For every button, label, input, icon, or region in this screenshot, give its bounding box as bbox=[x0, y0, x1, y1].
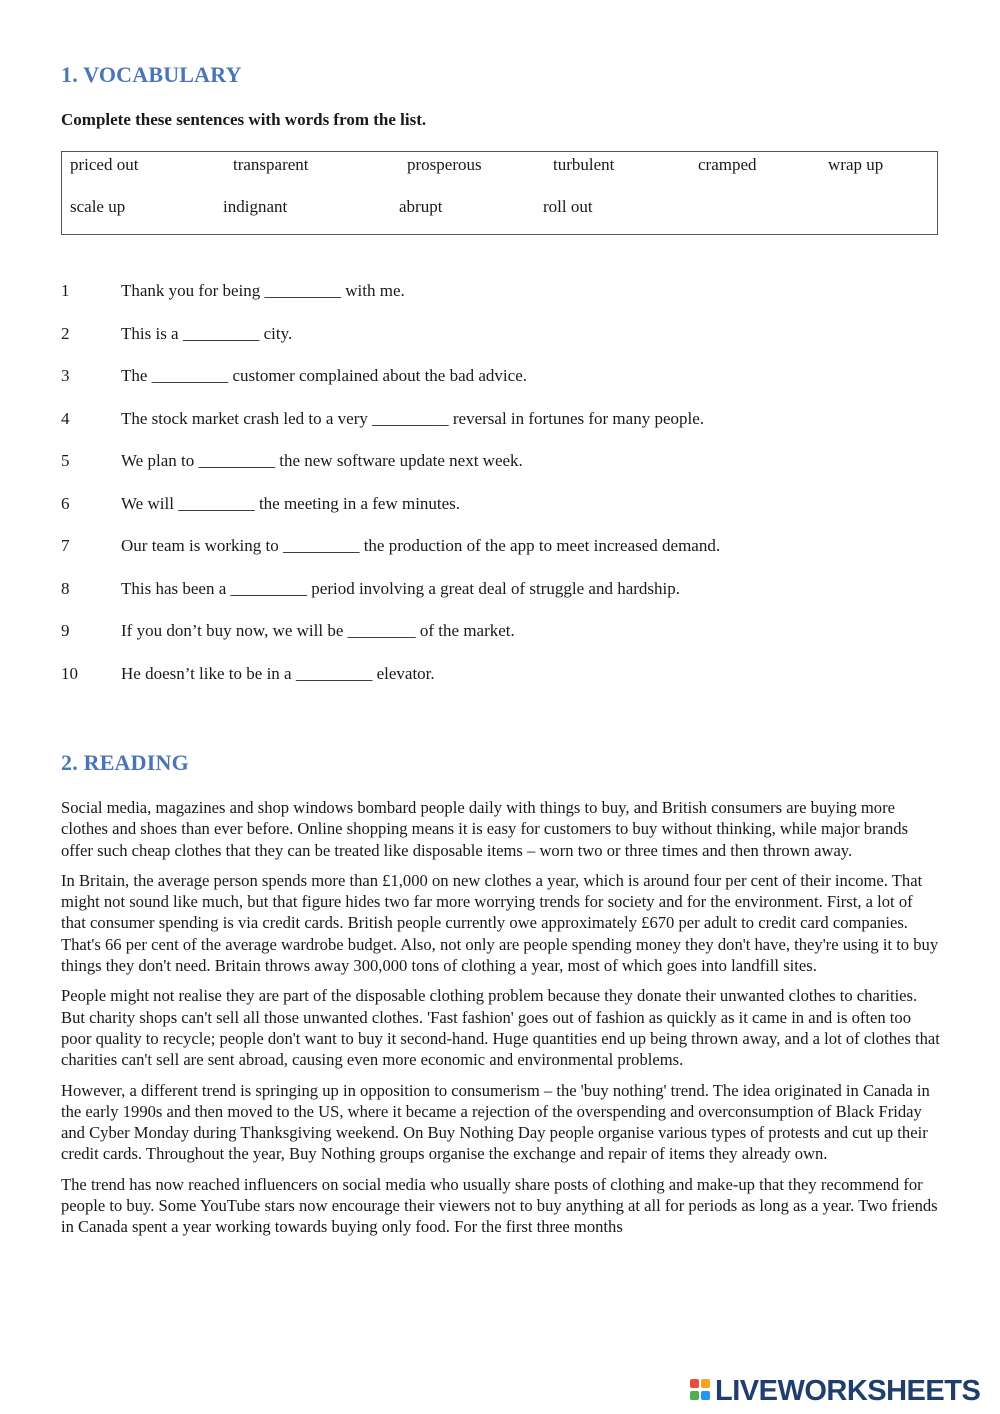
answer-blank[interactable]: _________ bbox=[182, 323, 260, 343]
sentence-before: We will bbox=[121, 493, 179, 513]
reading-title: 2. READING bbox=[61, 750, 189, 775]
reading-paragraph: Social media, magazines and shop windows bombard people daily with things to buy, and British consumers are buying more clothes and shoes than ever before. Online shopping means it is easy for customers to buy without thinking, while major brands offer such cheap clothes that they can be treated like disposable items – worn two or three times and then thrown away. bbox=[61, 798, 909, 860]
answer-blank[interactable]: ________ bbox=[347, 621, 416, 640]
sentence-text bbox=[121, 664, 435, 684]
word-item: transparent bbox=[233, 155, 309, 174]
answer-blank[interactable]: _________ bbox=[372, 408, 449, 428]
sentence-text bbox=[121, 409, 704, 429]
sentence-text bbox=[121, 536, 720, 556]
sentence-number: 2 bbox=[61, 323, 70, 343]
sentence-number: 10 bbox=[61, 663, 78, 683]
liveworksheets-logo bbox=[690, 1374, 980, 1408]
sentence-text bbox=[121, 281, 405, 301]
sentence-text bbox=[121, 324, 292, 344]
sentence-number: 8 bbox=[61, 578, 70, 598]
word-item: priced out bbox=[70, 155, 139, 174]
word-list-box bbox=[61, 151, 938, 235]
sentence-number: 5 bbox=[61, 451, 70, 470]
sentence-after: city. bbox=[259, 323, 293, 343]
sentence-before: Thank you for being bbox=[121, 281, 265, 300]
sentence-before: If you don’t buy now, we will be bbox=[121, 621, 348, 640]
sentence-after: reversal in fortunes for many people. bbox=[448, 408, 705, 428]
sentence-number: 1 bbox=[61, 281, 70, 300]
sentence-after: customer complained about the bad advice. bbox=[228, 366, 527, 385]
word-item: turbulent bbox=[553, 155, 615, 174]
answer-blank[interactable]: _________ bbox=[230, 578, 308, 598]
sentence-text bbox=[121, 494, 460, 514]
sentence-before: Our team is working to bbox=[121, 536, 283, 555]
logo-text: LIVEWORKSHEETS bbox=[715, 1374, 981, 1407]
sentence-before: We plan to bbox=[121, 451, 199, 470]
sentence-before: He doesn’t like to be in a bbox=[121, 663, 296, 683]
answer-blank[interactable]: _________ bbox=[178, 493, 255, 513]
sentence-after: the meeting in a few minutes. bbox=[254, 493, 461, 513]
answer-blank[interactable]: _________ bbox=[151, 366, 229, 385]
word-item: cramped bbox=[698, 155, 757, 174]
sentence-number: 6 bbox=[61, 493, 70, 513]
sentence-number: 3 bbox=[61, 366, 70, 385]
reading-paragraph: However, a different trend is springing up in opposition to consumerism – the 'buy nothing' trend. The idea originated in Canada in the early 1990s and then moved to the US, where it became a rejection of the overspending and overconsumption of Black Friday and Cyber Monday during Thanksgiving weekend. On Buy Nothing Day people organise various types of protests and cut up their credit cards. Throughout the year, Buy Nothing groups organise the exchange and repair of items they already own. bbox=[61, 1080, 930, 1164]
sentence-number: 4 bbox=[61, 408, 70, 428]
vocabulary-instruction: Complete these sentences with words from the list. bbox=[61, 110, 427, 129]
sentence-text bbox=[121, 366, 527, 386]
sentence-after: period involving a great deal of struggle and hardship. bbox=[307, 578, 680, 598]
answer-blank[interactable]: _________ bbox=[295, 663, 373, 683]
sentence-after: of the market. bbox=[415, 621, 515, 640]
sentence-before: The stock market crash led to a very bbox=[121, 408, 373, 428]
sentence-text bbox=[121, 621, 515, 641]
sentence-after: with me. bbox=[341, 281, 405, 300]
answer-blank[interactable]: _________ bbox=[282, 536, 360, 555]
reading-text bbox=[61, 797, 941, 1247]
answer-blank[interactable]: _________ bbox=[198, 451, 275, 470]
sentence-text bbox=[121, 579, 680, 599]
reading-paragraph: People might not realise they are part of the disposable clothing problem because they donate their unwanted clothes to charities. But charity shops can't sell all those unwanted clothes. 'Fast fashion' goes out of fashion as quickly as it came in and is often too poor quality to recycle; people don't want to buy it second-hand. Huge quantities end up being thrown away, and a lot of clothes that charities can't sell are sent abroad, causing even more economic and environmental problems. bbox=[61, 986, 940, 1070]
reading-paragraph: In Britain, the average person spends more than £1,000 on new clothes a year, which is around four per cent of their income. That might not sound like much, but that figure hides two far more worrying trends for society and for the environment. First, a lot of that consumer spending is via credit cards. British people currently owe approximately £670 per adult to credit card companies. That's 66 per cent of the average wardrobe budget. Also, not only are people spending money they don't have, they're using it to buy things they don't need. Britain throws away 300,000 tons of clothing a year, most of which goes into landfill sites. bbox=[61, 870, 939, 976]
word-item: prosperous bbox=[407, 155, 482, 174]
word-item: wrap up bbox=[828, 155, 884, 174]
sentence-before: This has been a bbox=[121, 578, 231, 598]
reading-paragraph: The trend has now reached influencers on social media who usually share posts of clothing and make-up that they recommend for people to buy. Some YouTube stars now encourage their viewers not to buy anything at all for periods as long as a year. Two friends in Canada spent a year working towards buying only food. For the first three months bbox=[61, 1174, 938, 1237]
answer-blank[interactable]: _________ bbox=[264, 281, 342, 300]
sentence-after: the new software update next week. bbox=[274, 451, 523, 470]
sentence-after: elevator. bbox=[372, 663, 435, 683]
sentence-text bbox=[121, 451, 523, 471]
word-item: abrupt bbox=[399, 197, 443, 216]
word-item: roll out bbox=[543, 197, 593, 216]
sentence-before: The bbox=[121, 366, 152, 385]
sentence-after: the production of the app to meet increased demand. bbox=[359, 536, 721, 555]
sentence-before: This is a bbox=[121, 323, 183, 343]
vocabulary-title: 1. VOCABULARY bbox=[61, 62, 242, 87]
word-item: scale up bbox=[70, 197, 126, 216]
logo-mark-icon bbox=[690, 1377, 712, 1405]
word-item: indignant bbox=[223, 197, 288, 216]
sentence-number: 7 bbox=[61, 536, 70, 555]
sentence-number: 9 bbox=[61, 621, 70, 640]
